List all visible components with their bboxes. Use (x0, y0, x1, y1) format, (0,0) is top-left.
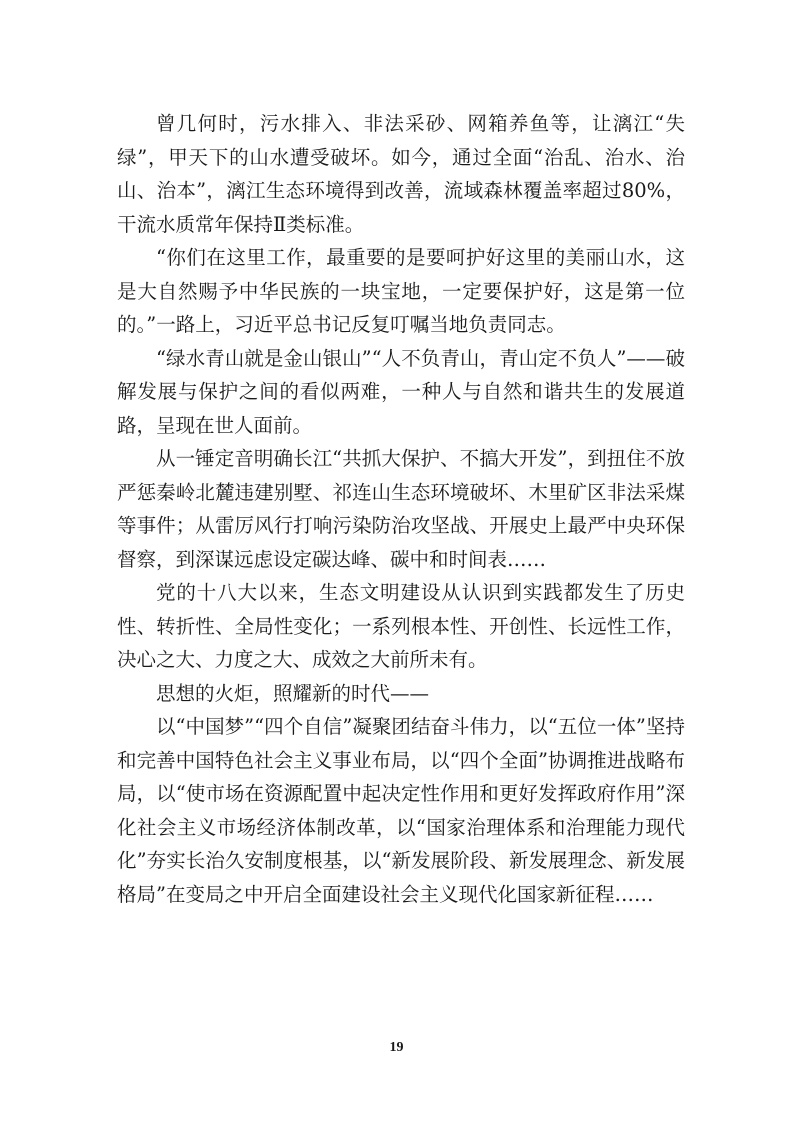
paragraph: “绿水青山就是金山银山”“人不负青山，青山定不负人”——破解发展与保护之间的看似两难，一种人与自然和谐共生的发展道路，呈现在世人面前。 (117, 346, 685, 437)
page-number: 19 (389, 1040, 404, 1055)
paragraph: 党的十八大以来，生态文明建设从认识到实践都发生了历史性、转折性、全局性变化；一系列根本性、开创性、长远性工作，决心之大、力度之大、成效之大前所未有。 (117, 581, 685, 671)
paragraph: 思想的火炬，照耀新的时代—— (156, 681, 430, 705)
paragraph: “你们在这里工作，最重要的是要呵护好这里的美丽山水，这是大自然赐予中华民族的一块宝地，一定要保护好，这是第一位的。”一路上，习近平总书记反复叮嘱当地负责同志。 (117, 246, 685, 336)
body-text (117, 107, 685, 911)
paragraph: 曾几何时，污水排入、非法采砂、网箱养鱼等，让漓江“失绿”，甲天下的山水遭受破坏。如今，通过全面“治乱、治水、治山、治本”，漓江生态环境得到改善，流域森林覆盖率超过80%，干流水质常年保持Ⅱ类标准。 (117, 112, 685, 236)
paragraph: 以“中国梦”“四个自信”凝聚团结奋斗伟力，以“五位一体”坚持和完善中国特色社会主义事业布局，以“四个全面”协调推进战略布局，以“使市场在资源配置中起决定性作用和更好发挥政府作用”深化社会主义市场经济体制改革，以“国家治理体系和治理能力现代化”夯实长治久安制度根基，以“新发展阶段、新发展理念、新发展格局”在变局之中开启全面建设社会主义现代化国家新征程…… (117, 715, 685, 906)
paragraph: 从一锤定音明确长江“共抓大保护、不搞大开发”，到扭住不放严惩秦岭北麓违建别墅、祁连山生态环境破坏、木里矿区非法采煤等事件；从雷厉风行打响污染防治攻坚战、开展史上最严中央环保督察，到深谋远虑设定碳达峰、碳中和时间表…… (117, 447, 685, 571)
